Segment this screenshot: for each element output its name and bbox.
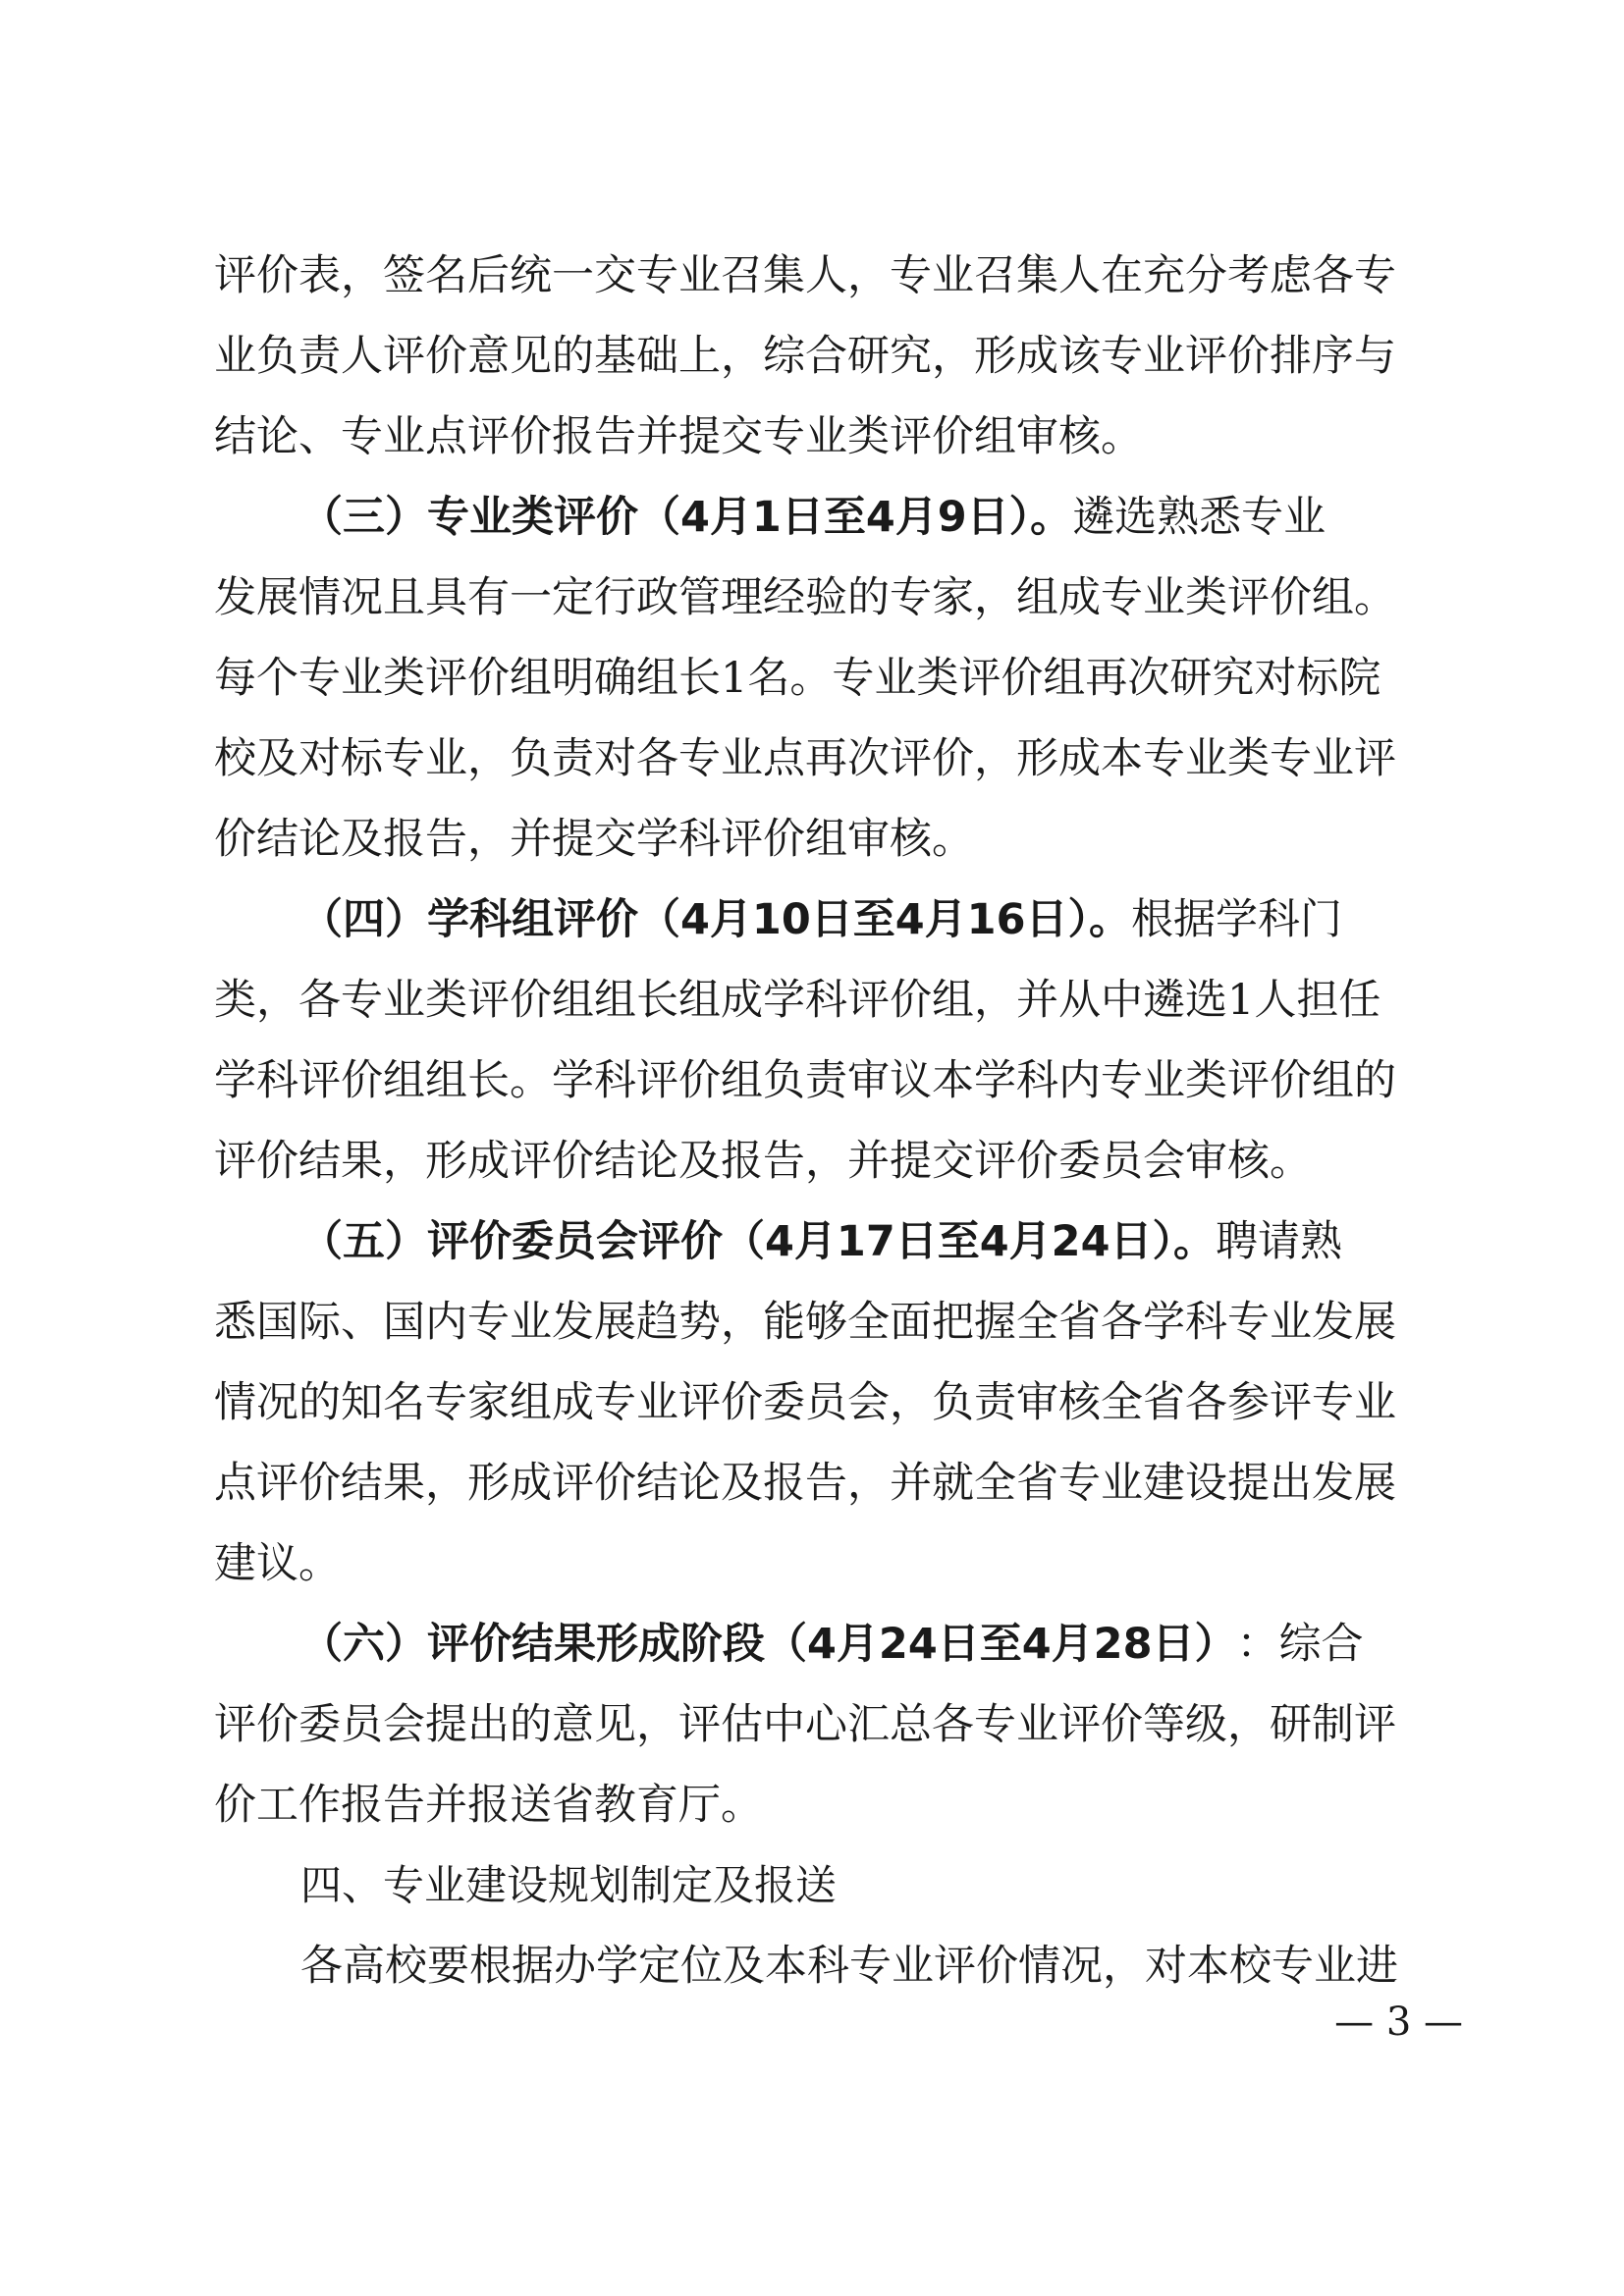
section-5-heading-line xyxy=(214,1201,1453,1282)
text-line: 根据学科门 xyxy=(1131,895,1343,944)
text-line: 价工作报告并报送省教育厅。 xyxy=(214,1781,763,1830)
text-line: 点评价结果，形成评价结论及报告，并就全省专业建设提出发展 xyxy=(214,1459,1396,1508)
text-line: 校及对标专业，负责对各专业点再次评价，形成本专业类专业评 xyxy=(214,734,1396,783)
paragraph-line xyxy=(214,638,1453,719)
paragraph-line xyxy=(214,397,1453,477)
document-body xyxy=(214,236,1453,2006)
text-line: 建议。 xyxy=(214,1539,341,1588)
text-line: 悉国际、国内专业发展趋势，能够全面把握全省各学科专业发展 xyxy=(214,1298,1396,1347)
paragraph-line xyxy=(214,1523,1453,1604)
page-number: — 3 — xyxy=(1334,2000,1463,2045)
chapter-4-heading-line xyxy=(214,1845,1453,1926)
text-line: 结论、专业点评价报告并提交专业类评价组审核。 xyxy=(214,412,1143,461)
section-4-heading-line xyxy=(214,880,1453,960)
text-line: 评价委员会提出的意见，评估中心汇总各专业评价等级，研制评 xyxy=(214,1700,1396,1749)
section-3-heading-line xyxy=(214,477,1453,558)
section-3-heading: （三）专业类评价（4月1日至4月9日）。 xyxy=(300,493,1073,542)
text-line: 评价结果，形成评价结论及报告，并提交评价委员会审核。 xyxy=(214,1137,1312,1186)
paragraph-line xyxy=(214,316,1453,397)
text-line: 发展情况且具有一定行政管理经验的专家，组成专业类评价组。 xyxy=(214,573,1396,622)
paragraph-line xyxy=(214,1926,1453,2006)
section-6-heading: （六）评价结果形成阶段（4月24日至4月28日） xyxy=(300,1620,1237,1669)
text-line: 各高校要根据办学定位及本科专业评价情况，对本校专业进 xyxy=(300,1942,1398,1991)
text-line: 每个专业类评价组明确组长1名。专业类评价组再次研究对标院 xyxy=(214,654,1381,703)
text-line: 情况的知名专家组成专业评价委员会，负责审核全省各参评专业 xyxy=(214,1378,1396,1427)
paragraph-line xyxy=(214,558,1453,638)
section-5-heading: （五）评价委员会评价（4月17日至4月24日）。 xyxy=(300,1217,1217,1266)
paragraph-line xyxy=(214,1282,1453,1362)
text-line: 类，各专业类评价组组长组成学科评价组，并从中遴选1人担任 xyxy=(214,976,1381,1025)
paragraph-line xyxy=(214,1765,1453,1845)
paragraph-line xyxy=(214,1443,1453,1523)
text-line: 遴选熟悉专业 xyxy=(1072,493,1326,542)
paragraph-line xyxy=(214,1041,1453,1121)
text-line: 价结论及报告，并提交学科评价组审核。 xyxy=(214,815,974,864)
paragraph-line xyxy=(214,1684,1453,1765)
section-6-heading-line xyxy=(214,1604,1453,1684)
paragraph-line xyxy=(214,1121,1453,1201)
text-line: ：综合 xyxy=(1236,1620,1364,1669)
paragraph-line xyxy=(214,960,1453,1041)
section-4-heading: （四）学科组评价（4月10日至4月16日）。 xyxy=(300,895,1132,944)
text-line: 评价表，签名后统一交专业召集人，专业召集人在充分考虑各专 xyxy=(214,251,1396,300)
chapter-4-heading: 四、专业建设规划制定及报送 xyxy=(300,1861,838,1909)
text-line: 学科评价组组长。学科评价组负责审议本学科内专业类评价组的 xyxy=(214,1056,1396,1105)
text-line: 聘请熟 xyxy=(1216,1217,1343,1266)
paragraph-line xyxy=(214,719,1453,799)
paragraph-line xyxy=(214,236,1453,316)
text-line: 业负责人评价意见的基础上，综合研究，形成该专业评价排序与 xyxy=(214,332,1396,381)
paragraph-line xyxy=(214,799,1453,880)
paragraph-line xyxy=(214,1362,1453,1443)
